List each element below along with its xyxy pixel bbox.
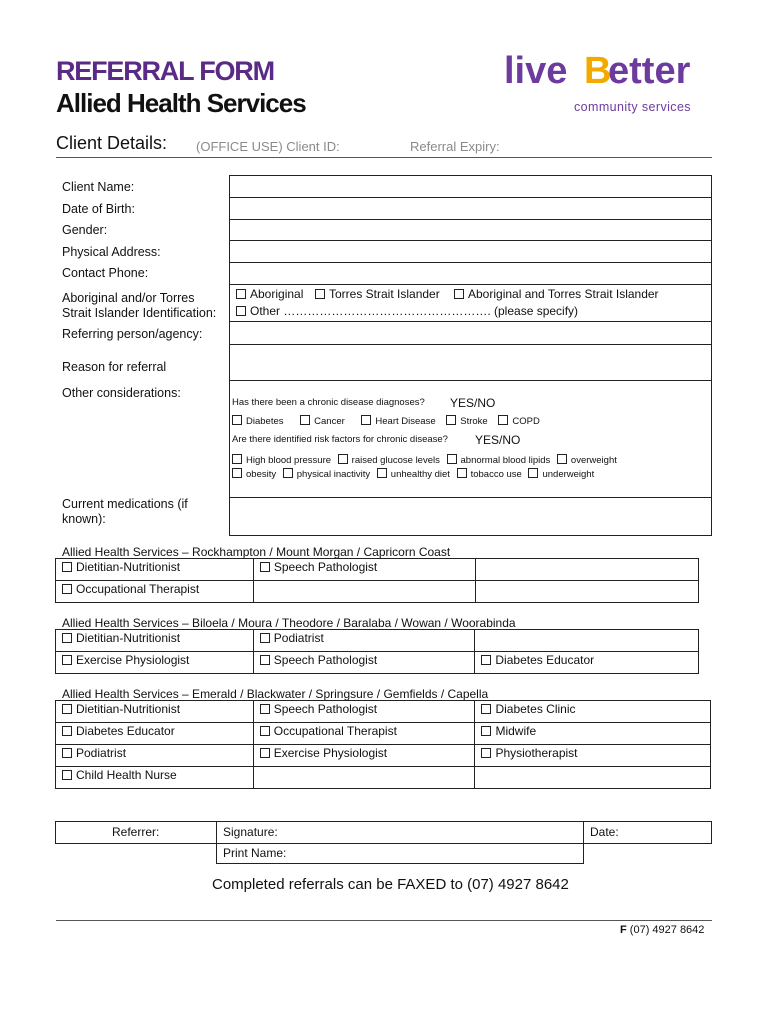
address-label: Physical Address:	[62, 245, 161, 259]
risk-option-label: physical inactivity	[296, 469, 371, 480]
checkbox-icon[interactable]	[260, 726, 270, 736]
risk-option-label: raised glucose levels	[351, 455, 440, 466]
risk-option-label: overweight	[570, 455, 617, 466]
checkbox-icon[interactable]	[457, 468, 467, 478]
logo-b: B	[584, 50, 612, 92]
reason-field[interactable]	[229, 344, 712, 381]
client-name-field[interactable]	[229, 175, 712, 198]
checkbox-icon[interactable]	[481, 748, 491, 758]
risk-option[interactable]	[557, 455, 617, 466]
service-label: Speech Pathologist	[273, 653, 378, 667]
chronic-yes-no[interactable]: YES/NO	[450, 396, 496, 410]
risk-option-label: abnormal blood lipids	[460, 455, 551, 466]
referring-field[interactable]	[229, 321, 712, 345]
gender-field[interactable]	[229, 219, 712, 241]
chronic-option-label: COPD	[512, 416, 540, 427]
risk-question: Are there identified risk factors for chronic disease?	[232, 434, 448, 445]
client-name-label: Client Name:	[62, 180, 135, 194]
section-heading-rockhampton: Allied Health Services – Rockhampton / Mount Morgan / Capricorn Coast	[62, 545, 451, 559]
services-table-rockhampton	[55, 558, 699, 603]
livebetter-logo	[500, 48, 720, 120]
table-row	[56, 559, 699, 581]
atsi-opt3-label: Aboriginal and Torres Strait Islander	[468, 287, 659, 301]
service-option-empty	[475, 767, 711, 789]
service-option[interactable]	[475, 745, 711, 767]
chronic-options	[232, 415, 540, 427]
table-row	[56, 767, 711, 789]
table-row	[56, 630, 699, 652]
service-label: Midwife	[495, 724, 537, 738]
risk-option[interactable]	[377, 469, 450, 480]
table-row	[56, 652, 699, 674]
checkbox-icon[interactable]	[361, 415, 371, 425]
checkbox-icon[interactable]	[62, 770, 72, 780]
date-label: Date:	[590, 825, 619, 839]
risk-option[interactable]	[457, 469, 522, 480]
checkbox-icon[interactable]	[377, 468, 387, 478]
service-label: Dietitian-Nutritionist	[76, 560, 181, 574]
logo-live: live	[504, 50, 568, 92]
other-considerations-label: Other considerations:	[62, 386, 181, 400]
table-row	[56, 701, 711, 723]
services-table-biloela	[55, 629, 699, 674]
service-option[interactable]	[56, 581, 254, 603]
service-option[interactable]	[475, 652, 699, 674]
service-label: Dietitian-Nutritionist	[76, 631, 181, 645]
medications-label-line2: known):	[62, 512, 106, 526]
checkbox-icon[interactable]	[528, 468, 538, 478]
referrer-label-cell	[55, 821, 217, 844]
service-option-empty	[475, 630, 699, 652]
chronic-option-label: Cancer	[314, 416, 345, 427]
checkbox-icon[interactable]	[557, 454, 567, 464]
logo-etter: etter	[608, 50, 691, 92]
checkbox-icon[interactable]	[62, 584, 72, 594]
checkbox-icon[interactable]	[446, 415, 456, 425]
checkbox-icon[interactable]	[283, 468, 293, 478]
atsi-option-aboriginal[interactable]	[236, 287, 303, 301]
footer-divider	[56, 920, 712, 921]
logo-subtitle: community services	[574, 100, 691, 114]
risk-option-label: obesity	[246, 469, 277, 480]
print-name-label: Print Name:	[223, 846, 287, 860]
atsi-opt1-label: Aboriginal	[250, 287, 304, 301]
risk-option-label: unhealthy diet	[390, 469, 450, 480]
phone-label: Contact Phone:	[62, 266, 149, 280]
checkbox-icon[interactable]	[481, 726, 491, 736]
chronic-option-label: Diabetes	[246, 416, 284, 427]
dob-field[interactable]	[229, 197, 712, 220]
atsi-opt2-label: Torres Strait Islander	[329, 287, 440, 301]
service-option[interactable]	[253, 723, 475, 745]
checkbox-icon[interactable]	[260, 655, 270, 665]
atsi-other-label: Other ……………………………………………. (please specify)	[250, 304, 579, 318]
risk-option[interactable]	[232, 455, 331, 466]
service-option-empty	[253, 581, 475, 603]
checkbox-icon[interactable]	[62, 748, 72, 758]
fax-number: (07) 4927 8642	[629, 924, 705, 936]
checkbox-icon[interactable]	[447, 454, 457, 464]
table-row	[56, 723, 711, 745]
phone-field[interactable]	[229, 262, 712, 285]
address-field[interactable]	[229, 240, 712, 263]
checkbox-icon[interactable]	[236, 306, 246, 316]
checkbox-icon[interactable]	[300, 415, 310, 425]
risk-option[interactable]	[338, 455, 440, 466]
checkbox-icon[interactable]	[260, 562, 270, 572]
dob-label: Date of Birth:	[62, 202, 135, 216]
service-option[interactable]	[253, 630, 475, 652]
service-option-empty	[253, 767, 475, 789]
checkbox-icon[interactable]	[481, 655, 491, 665]
referring-label: Referring person/agency:	[62, 327, 203, 341]
service-label: Dietitian-Nutritionist	[76, 702, 181, 716]
checkbox-icon[interactable]	[236, 289, 246, 299]
checkbox-icon[interactable]	[62, 633, 72, 643]
checkbox-icon[interactable]	[62, 726, 72, 736]
service-option[interactable]	[56, 701, 254, 723]
chronic-option[interactable]	[498, 416, 539, 427]
checkbox-icon[interactable]	[338, 454, 348, 464]
checkbox-icon[interactable]	[232, 454, 242, 464]
service-option[interactable]	[253, 559, 475, 581]
fax-letter: F	[620, 924, 627, 936]
chronic-option-label: Stroke	[460, 416, 488, 427]
date-field[interactable]	[583, 821, 712, 844]
reason-label: Reason for referral	[62, 360, 167, 374]
risk-options-row1	[232, 454, 617, 466]
form-subtitle: Allied Health Services	[56, 88, 306, 118]
header-divider	[56, 157, 712, 158]
service-label: Diabetes Educator	[495, 653, 595, 667]
section-heading-biloela: Allied Health Services – Biloela / Moura / Theodore / Baralaba / Wowan / Woorabinda	[62, 616, 516, 630]
service-label: Diabetes Educator	[76, 724, 175, 738]
service-option[interactable]	[56, 723, 254, 745]
service-label: Podiatrist	[273, 631, 324, 645]
risk-option[interactable]	[283, 469, 370, 480]
signature-label: Signature:	[223, 825, 278, 839]
risk-option-label: tobacco use	[470, 469, 522, 480]
checkbox-icon[interactable]	[260, 748, 270, 758]
service-option[interactable]	[253, 652, 475, 674]
checkbox-icon[interactable]	[232, 415, 242, 425]
checkbox-icon[interactable]	[454, 289, 464, 299]
risk-option[interactable]	[528, 469, 594, 480]
service-option[interactable]	[56, 652, 254, 674]
checkbox-icon[interactable]	[260, 633, 270, 643]
chronic-option[interactable]	[232, 416, 284, 427]
atsi-field	[229, 284, 712, 322]
risk-options-row2	[232, 468, 594, 480]
chronic-question: Has there been a chronic disease diagnoses?	[232, 397, 425, 408]
service-option[interactable]	[56, 630, 254, 652]
service-option-empty	[475, 559, 698, 581]
service-option[interactable]	[253, 745, 475, 767]
atsi-label-line1: Aboriginal and/or Torres	[62, 291, 195, 305]
service-label: Podiatrist	[76, 746, 127, 760]
risk-option-label: High blood pressure	[246, 455, 332, 466]
atsi-option-other[interactable]	[236, 304, 578, 318]
chronic-option[interactable]	[446, 416, 487, 427]
risk-option[interactable]	[447, 455, 551, 466]
atsi-option-both[interactable]	[454, 287, 659, 301]
checkbox-icon[interactable]	[62, 562, 72, 572]
medications-field[interactable]	[229, 497, 712, 536]
atsi-option-torres[interactable]	[315, 287, 440, 301]
service-option[interactable]	[56, 745, 254, 767]
fax-footer	[620, 924, 704, 936]
service-label: Speech Pathologist	[273, 560, 378, 574]
risk-option-label: underweight	[542, 469, 595, 480]
service-label: Exercise Physiologist	[273, 746, 388, 760]
print-name-field[interactable]	[216, 843, 584, 864]
service-label: Physiotherapist	[495, 746, 578, 760]
gender-label: Gender:	[62, 223, 108, 237]
client-details-heading: Client Details:	[56, 133, 168, 153]
service-label: Occupational Therapist	[76, 582, 200, 596]
service-option[interactable]	[253, 701, 475, 723]
chronic-option[interactable]	[300, 416, 345, 427]
checkbox-icon[interactable]	[260, 704, 270, 714]
risk-option[interactable]	[232, 469, 276, 480]
risk-yes-no[interactable]: YES/NO	[475, 433, 521, 447]
fax-note: Completed referrals can be FAXED to (07) 4927 8642	[212, 876, 569, 893]
referrer-label: Referrer:	[112, 825, 160, 839]
medications-label-line1: Current medications (if	[62, 497, 188, 511]
chronic-option[interactable]	[361, 416, 435, 427]
referral-expiry: Referral Expiry:	[410, 139, 500, 154]
checkbox-icon[interactable]	[481, 704, 491, 714]
checkbox-icon[interactable]	[315, 289, 325, 299]
chronic-option-label: Heart Disease	[375, 416, 436, 427]
service-option[interactable]	[56, 559, 254, 581]
service-label: Child Health Nurse	[76, 768, 177, 782]
checkbox-icon[interactable]	[498, 415, 508, 425]
service-label: Occupational Therapist	[273, 724, 397, 738]
checkbox-icon[interactable]	[232, 468, 242, 478]
atsi-label-line2: Strait Islander Identification:	[62, 306, 217, 320]
table-row	[56, 745, 711, 767]
service-option[interactable]	[56, 767, 254, 789]
signature-field[interactable]	[216, 821, 584, 844]
checkbox-icon[interactable]	[62, 655, 72, 665]
services-table-emerald	[55, 700, 711, 789]
table-row	[56, 581, 699, 603]
form-title: REFERRAL FORM	[56, 56, 274, 86]
service-option-empty	[475, 581, 698, 603]
office-use-client-id: (OFFICE USE) Client ID:	[196, 139, 340, 154]
other-considerations-field	[229, 380, 712, 498]
service-option[interactable]	[475, 701, 711, 723]
service-label: Diabetes Clinic	[495, 702, 576, 716]
checkbox-icon[interactable]	[62, 704, 72, 714]
service-label: Exercise Physiologist	[76, 653, 190, 667]
service-option[interactable]	[475, 723, 711, 745]
service-label: Speech Pathologist	[273, 702, 378, 716]
section-heading-emerald: Allied Health Services – Emerald / Blackwater / Springsure / Gemfields / Capella	[62, 687, 489, 701]
